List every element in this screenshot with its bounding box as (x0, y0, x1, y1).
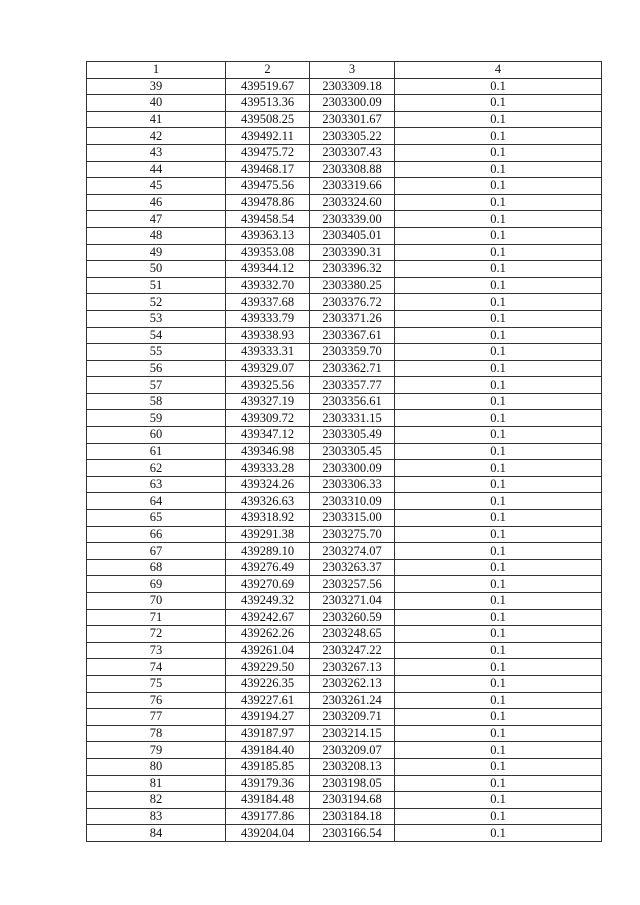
table-row (87, 742, 602, 759)
column-header: 4 (395, 62, 602, 79)
x-coordinate-cell: 439309.72 (226, 410, 310, 427)
y-coordinate-cell: 2303356.61 (310, 393, 395, 410)
coordinates-table (86, 61, 602, 842)
x-coordinate-cell: 439333.79 (226, 310, 310, 327)
table-row (87, 78, 602, 95)
point-number-cell: 43 (87, 144, 226, 161)
x-coordinate-cell: 439337.68 (226, 294, 310, 311)
table-row (87, 277, 602, 294)
y-coordinate-cell: 2303166.54 (310, 825, 395, 842)
table-header (87, 62, 602, 79)
y-coordinate-cell: 2303198.05 (310, 775, 395, 792)
table-row (87, 543, 602, 560)
value-cell: 0.1 (395, 642, 602, 659)
table-row (87, 178, 602, 195)
y-coordinate-cell: 2303324.60 (310, 194, 395, 211)
y-coordinate-cell: 2303307.43 (310, 144, 395, 161)
point-number-cell: 67 (87, 543, 226, 560)
header-row (87, 62, 602, 79)
point-number-cell: 68 (87, 559, 226, 576)
x-coordinate-cell: 439177.86 (226, 808, 310, 825)
table-row (87, 427, 602, 444)
x-coordinate-cell: 439338.93 (226, 327, 310, 344)
x-coordinate-cell: 439332.70 (226, 277, 310, 294)
point-number-cell: 55 (87, 344, 226, 361)
x-coordinate-cell: 439194.27 (226, 709, 310, 726)
value-cell: 0.1 (395, 244, 602, 261)
x-coordinate-cell: 439261.04 (226, 642, 310, 659)
x-coordinate-cell: 439226.35 (226, 675, 310, 692)
point-number-cell: 54 (87, 327, 226, 344)
table-row (87, 626, 602, 643)
value-cell: 0.1 (395, 393, 602, 410)
value-cell: 0.1 (395, 559, 602, 576)
x-coordinate-cell: 439249.32 (226, 593, 310, 610)
x-coordinate-cell: 439325.56 (226, 377, 310, 394)
y-coordinate-cell: 2303261.24 (310, 692, 395, 709)
y-coordinate-cell: 2303359.70 (310, 344, 395, 361)
x-coordinate-cell: 439492.11 (226, 128, 310, 145)
value-cell: 0.1 (395, 709, 602, 726)
table-row (87, 510, 602, 527)
table-row (87, 410, 602, 427)
table-row (87, 294, 602, 311)
point-number-cell: 53 (87, 310, 226, 327)
x-coordinate-cell: 439513.36 (226, 95, 310, 112)
table-row (87, 593, 602, 610)
value-cell: 0.1 (395, 211, 602, 228)
y-coordinate-cell: 2303184.18 (310, 808, 395, 825)
x-coordinate-cell: 439519.67 (226, 78, 310, 95)
table-row (87, 344, 602, 361)
x-coordinate-cell: 439326.63 (226, 493, 310, 510)
value-cell: 0.1 (395, 825, 602, 842)
point-number-cell: 78 (87, 725, 226, 742)
x-coordinate-cell: 439179.36 (226, 775, 310, 792)
value-cell: 0.1 (395, 659, 602, 676)
value-cell: 0.1 (395, 808, 602, 825)
table-row (87, 642, 602, 659)
column-header: 2 (226, 62, 310, 79)
point-number-cell: 44 (87, 161, 226, 178)
table-row (87, 393, 602, 410)
value-cell: 0.1 (395, 775, 602, 792)
point-number-cell: 79 (87, 742, 226, 759)
table-row (87, 161, 602, 178)
x-coordinate-cell: 439346.98 (226, 443, 310, 460)
value-cell: 0.1 (395, 576, 602, 593)
point-number-cell: 60 (87, 427, 226, 444)
value-cell: 0.1 (395, 493, 602, 510)
value-cell: 0.1 (395, 675, 602, 692)
x-coordinate-cell: 439333.31 (226, 344, 310, 361)
value-cell: 0.1 (395, 476, 602, 493)
table-row (87, 144, 602, 161)
table-row (87, 675, 602, 692)
y-coordinate-cell: 2303309.18 (310, 78, 395, 95)
y-coordinate-cell: 2303376.72 (310, 294, 395, 311)
column-header: 3 (310, 62, 395, 79)
value-cell: 0.1 (395, 692, 602, 709)
y-coordinate-cell: 2303300.09 (310, 460, 395, 477)
point-number-cell: 50 (87, 261, 226, 278)
value-cell: 0.1 (395, 161, 602, 178)
point-number-cell: 57 (87, 377, 226, 394)
y-coordinate-cell: 2303367.61 (310, 327, 395, 344)
value-cell: 0.1 (395, 95, 602, 112)
y-coordinate-cell: 2303275.70 (310, 526, 395, 543)
x-coordinate-cell: 439276.49 (226, 559, 310, 576)
y-coordinate-cell: 2303371.26 (310, 310, 395, 327)
x-coordinate-cell: 439333.28 (226, 460, 310, 477)
y-coordinate-cell: 2303267.13 (310, 659, 395, 676)
x-coordinate-cell: 439270.69 (226, 576, 310, 593)
table-row (87, 526, 602, 543)
y-coordinate-cell: 2303405.01 (310, 227, 395, 244)
point-number-cell: 48 (87, 227, 226, 244)
x-coordinate-cell: 439468.17 (226, 161, 310, 178)
y-coordinate-cell: 2303310.09 (310, 493, 395, 510)
point-number-cell: 80 (87, 758, 226, 775)
point-number-cell: 51 (87, 277, 226, 294)
x-coordinate-cell: 439227.61 (226, 692, 310, 709)
value-cell: 0.1 (395, 194, 602, 211)
value-cell: 0.1 (395, 111, 602, 128)
table-row (87, 460, 602, 477)
y-coordinate-cell: 2303380.25 (310, 277, 395, 294)
y-coordinate-cell: 2303308.88 (310, 161, 395, 178)
table-row (87, 825, 602, 842)
value-cell: 0.1 (395, 327, 602, 344)
table-row (87, 792, 602, 809)
point-number-cell: 69 (87, 576, 226, 593)
y-coordinate-cell: 2303300.09 (310, 95, 395, 112)
x-coordinate-cell: 439242.67 (226, 609, 310, 626)
y-coordinate-cell: 2303305.49 (310, 427, 395, 444)
point-number-cell: 77 (87, 709, 226, 726)
y-coordinate-cell: 2303339.00 (310, 211, 395, 228)
x-coordinate-cell: 439363.13 (226, 227, 310, 244)
table-row (87, 261, 602, 278)
value-cell: 0.1 (395, 609, 602, 626)
point-number-cell: 52 (87, 294, 226, 311)
point-number-cell: 82 (87, 792, 226, 809)
point-number-cell: 56 (87, 360, 226, 377)
y-coordinate-cell: 2303357.77 (310, 377, 395, 394)
x-coordinate-cell: 439475.72 (226, 144, 310, 161)
x-coordinate-cell: 439478.86 (226, 194, 310, 211)
x-coordinate-cell: 439291.38 (226, 526, 310, 543)
x-coordinate-cell: 439184.48 (226, 792, 310, 809)
value-cell: 0.1 (395, 758, 602, 775)
table-row (87, 476, 602, 493)
point-number-cell: 66 (87, 526, 226, 543)
point-number-cell: 63 (87, 476, 226, 493)
point-number-cell: 59 (87, 410, 226, 427)
column-header: 1 (87, 62, 226, 79)
point-number-cell: 73 (87, 642, 226, 659)
point-number-cell: 71 (87, 609, 226, 626)
value-cell: 0.1 (395, 792, 602, 809)
y-coordinate-cell: 2303194.68 (310, 792, 395, 809)
y-coordinate-cell: 2303362.71 (310, 360, 395, 377)
y-coordinate-cell: 2303305.22 (310, 128, 395, 145)
value-cell: 0.1 (395, 443, 602, 460)
value-cell: 0.1 (395, 593, 602, 610)
table-row (87, 244, 602, 261)
x-coordinate-cell: 439324.26 (226, 476, 310, 493)
point-number-cell: 65 (87, 510, 226, 527)
table-row (87, 95, 602, 112)
table-row (87, 493, 602, 510)
value-cell: 0.1 (395, 277, 602, 294)
table-row (87, 360, 602, 377)
value-cell: 0.1 (395, 144, 602, 161)
point-number-cell: 83 (87, 808, 226, 825)
point-number-cell: 47 (87, 211, 226, 228)
y-coordinate-cell: 2303208.13 (310, 758, 395, 775)
value-cell: 0.1 (395, 377, 602, 394)
value-cell: 0.1 (395, 294, 602, 311)
point-number-cell: 40 (87, 95, 226, 112)
x-coordinate-cell: 439347.12 (226, 427, 310, 444)
table-row (87, 227, 602, 244)
point-number-cell: 58 (87, 393, 226, 410)
value-cell: 0.1 (395, 344, 602, 361)
x-coordinate-cell: 439327.19 (226, 393, 310, 410)
table-row (87, 559, 602, 576)
table-row (87, 111, 602, 128)
point-number-cell: 45 (87, 178, 226, 195)
y-coordinate-cell: 2303260.59 (310, 609, 395, 626)
table-row (87, 725, 602, 742)
y-coordinate-cell: 2303271.04 (310, 593, 395, 610)
value-cell: 0.1 (395, 410, 602, 427)
y-coordinate-cell: 2303306.33 (310, 476, 395, 493)
table-row (87, 327, 602, 344)
x-coordinate-cell: 439185.85 (226, 758, 310, 775)
y-coordinate-cell: 2303263.37 (310, 559, 395, 576)
y-coordinate-cell: 2303396.32 (310, 261, 395, 278)
point-number-cell: 75 (87, 675, 226, 692)
table-row (87, 310, 602, 327)
y-coordinate-cell: 2303331.15 (310, 410, 395, 427)
y-coordinate-cell: 2303301.67 (310, 111, 395, 128)
value-cell: 0.1 (395, 725, 602, 742)
y-coordinate-cell: 2303319.66 (310, 178, 395, 195)
x-coordinate-cell: 439262.26 (226, 626, 310, 643)
y-coordinate-cell: 2303262.13 (310, 675, 395, 692)
x-coordinate-cell: 439318.92 (226, 510, 310, 527)
point-number-cell: 46 (87, 194, 226, 211)
value-cell: 0.1 (395, 78, 602, 95)
table-row (87, 609, 602, 626)
y-coordinate-cell: 2303305.45 (310, 443, 395, 460)
point-number-cell: 62 (87, 460, 226, 477)
x-coordinate-cell: 439184.40 (226, 742, 310, 759)
x-coordinate-cell: 439458.54 (226, 211, 310, 228)
y-coordinate-cell: 2303274.07 (310, 543, 395, 560)
point-number-cell: 41 (87, 111, 226, 128)
x-coordinate-cell: 439508.25 (226, 111, 310, 128)
value-cell: 0.1 (395, 543, 602, 560)
y-coordinate-cell: 2303248.65 (310, 626, 395, 643)
point-number-cell: 72 (87, 626, 226, 643)
x-coordinate-cell: 439187.97 (226, 725, 310, 742)
value-cell: 0.1 (395, 227, 602, 244)
value-cell: 0.1 (395, 742, 602, 759)
point-number-cell: 84 (87, 825, 226, 842)
point-number-cell: 70 (87, 593, 226, 610)
table-row (87, 775, 602, 792)
y-coordinate-cell: 2303315.00 (310, 510, 395, 527)
x-coordinate-cell: 439289.10 (226, 543, 310, 560)
y-coordinate-cell: 2303209.71 (310, 709, 395, 726)
y-coordinate-cell: 2303257.56 (310, 576, 395, 593)
table-row (87, 211, 602, 228)
table-row (87, 128, 602, 145)
table-row (87, 576, 602, 593)
value-cell: 0.1 (395, 510, 602, 527)
y-coordinate-cell: 2303247.22 (310, 642, 395, 659)
table-row (87, 659, 602, 676)
x-coordinate-cell: 439344.12 (226, 261, 310, 278)
point-number-cell: 64 (87, 493, 226, 510)
point-number-cell: 74 (87, 659, 226, 676)
point-number-cell: 39 (87, 78, 226, 95)
value-cell: 0.1 (395, 427, 602, 444)
value-cell: 0.1 (395, 360, 602, 377)
point-number-cell: 49 (87, 244, 226, 261)
table-row (87, 709, 602, 726)
value-cell: 0.1 (395, 626, 602, 643)
table-row (87, 443, 602, 460)
x-coordinate-cell: 439329.07 (226, 360, 310, 377)
table-row (87, 808, 602, 825)
value-cell: 0.1 (395, 310, 602, 327)
value-cell: 0.1 (395, 526, 602, 543)
y-coordinate-cell: 2303390.31 (310, 244, 395, 261)
y-coordinate-cell: 2303214.15 (310, 725, 395, 742)
x-coordinate-cell: 439353.08 (226, 244, 310, 261)
point-number-cell: 61 (87, 443, 226, 460)
x-coordinate-cell: 439229.50 (226, 659, 310, 676)
value-cell: 0.1 (395, 460, 602, 477)
table-row (87, 194, 602, 211)
value-cell: 0.1 (395, 178, 602, 195)
table-row (87, 377, 602, 394)
table-body (87, 78, 602, 841)
point-number-cell: 76 (87, 692, 226, 709)
y-coordinate-cell: 2303209.07 (310, 742, 395, 759)
table-row (87, 758, 602, 775)
x-coordinate-cell: 439204.04 (226, 825, 310, 842)
x-coordinate-cell: 439475.56 (226, 178, 310, 195)
point-number-cell: 81 (87, 775, 226, 792)
value-cell: 0.1 (395, 128, 602, 145)
table-row (87, 692, 602, 709)
value-cell: 0.1 (395, 261, 602, 278)
point-number-cell: 42 (87, 128, 226, 145)
